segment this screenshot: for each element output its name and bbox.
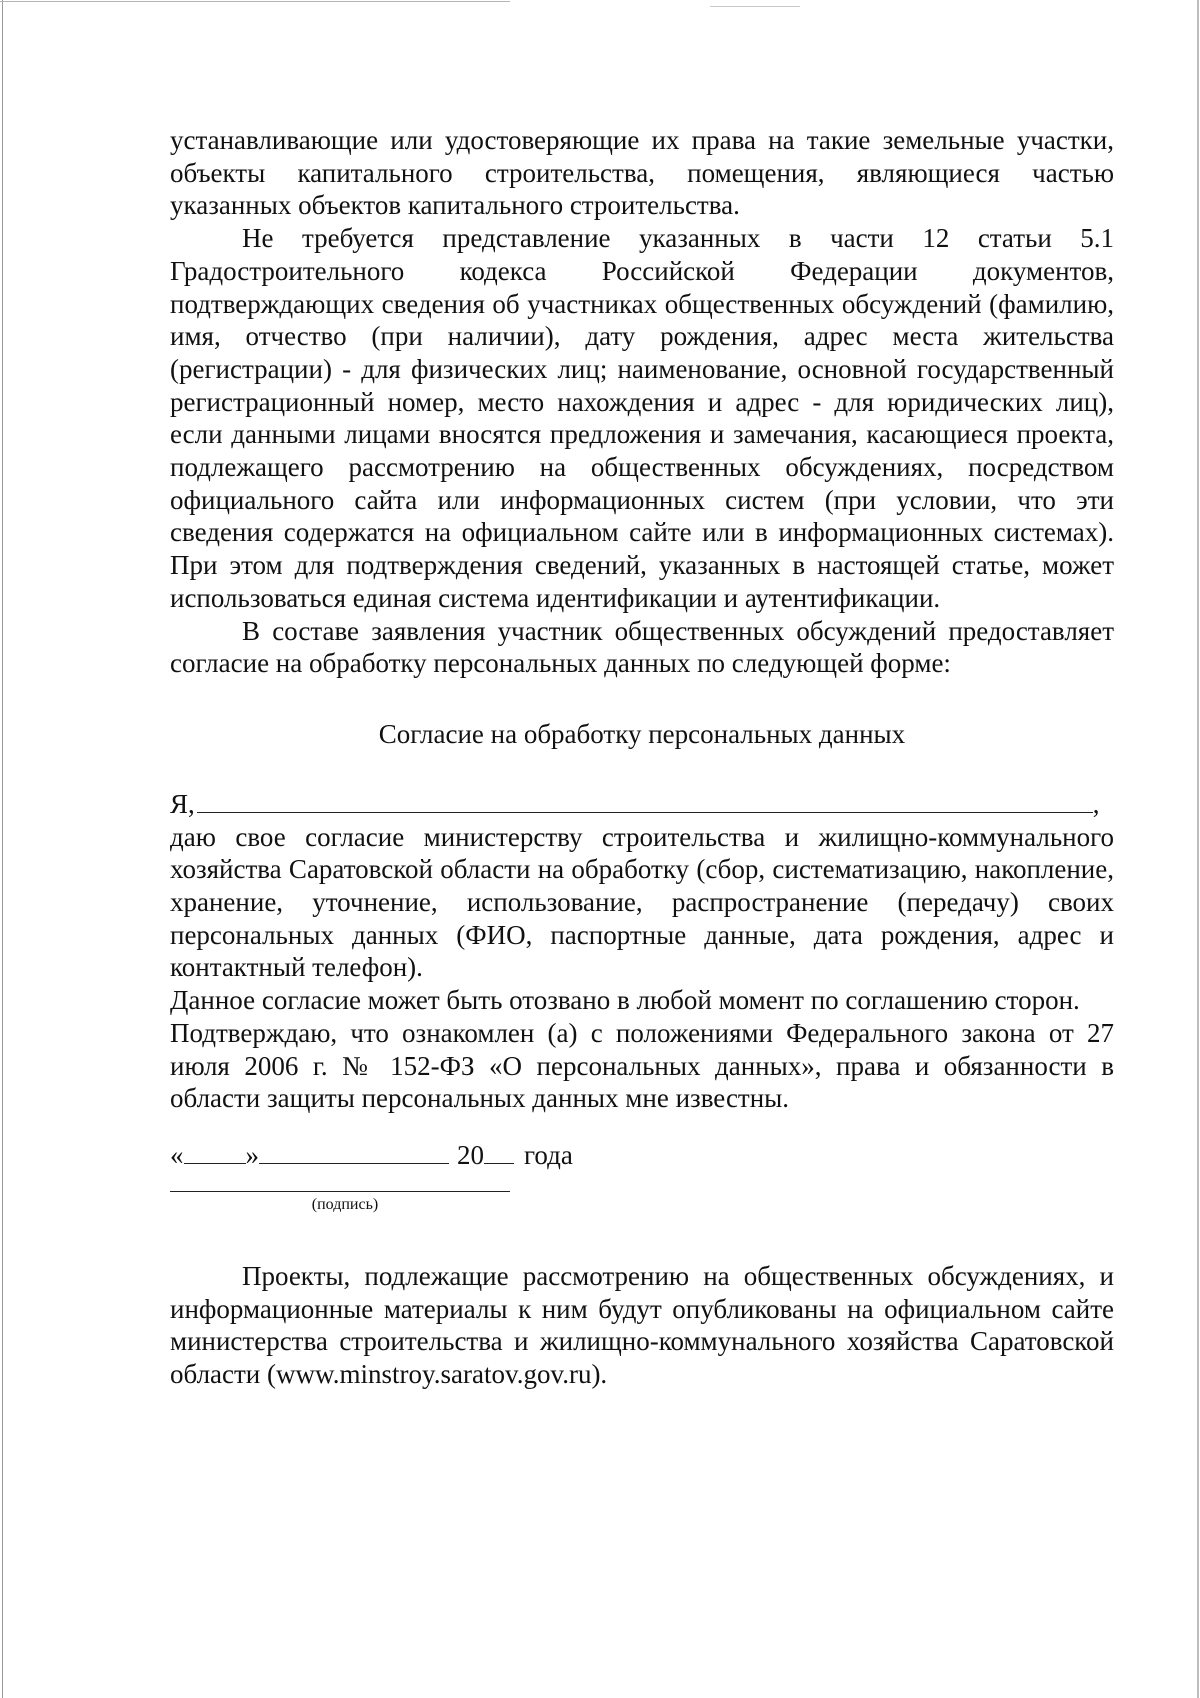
consent-title: Согласие на обработку персональных данных xyxy=(378,718,906,749)
name-fill-line xyxy=(170,788,1114,821)
scan-edge-top xyxy=(0,1,510,2)
name-blank-field[interactable] xyxy=(197,788,1093,813)
signature-block xyxy=(170,1191,510,1216)
date-fill-line xyxy=(170,1139,1114,1171)
date-year-blank[interactable] xyxy=(484,1139,514,1164)
scan-edge-left xyxy=(2,0,3,1698)
consent-confirm: Подтверждаю, что ознакомлен (а) с положениями Федерального закона от 27 июля 2006 г. № 152-ФЗ «О персональных данных», права и обязанности в области защиты персональных данных мне известны. xyxy=(170,1017,1114,1114)
consent-body: даю свое согласие министерству строительства и жилищно-коммунального хозяйства Саратовской области на обработку (сбор, систематизацию, накопление, хранение, уточнение, использование, распространение (передачу) своих персональных данных (ФИО, паспортные данные, дата рождения, адрес и контактный телефон). xyxy=(170,821,1114,983)
ya-prefix: Я, xyxy=(170,788,195,819)
paragraph-final: Проекты, подлежащие рассмотрению на общественных обсуждениях, и информационные материалы к ним будут опубликованы на официальном сайте министерства строительства и жилищно-коммунального хозяйства Саратовской области (www.minstroy.saratov.gov.ru). xyxy=(170,1260,1114,1390)
document-body xyxy=(170,124,1114,1391)
date-year-prefix: 20 xyxy=(457,1139,484,1170)
date-close-quote: » xyxy=(245,1139,259,1170)
ya-suffix: , xyxy=(1092,788,1100,819)
signature-line[interactable] xyxy=(170,1191,510,1192)
scan-edge-top-fragment xyxy=(710,6,800,7)
date-day-blank[interactable] xyxy=(184,1139,246,1164)
date-open-quote: « xyxy=(170,1139,184,1170)
consent-revoke: Данное согласие может быть отозвано в любой момент по соглашению сторон. xyxy=(170,985,1080,1016)
paragraph-not-required: Не требуется представление указанных в части 12 статьи 5.1 Градостроительного кодекса Российской Федерации документов, подтверждающих сведения об участниках общественных обсуждений (фамилию, имя, отчество (при наличии), дату рождения, адрес места жительства (регистрации) - для физических лиц; наименование, основной государственный регистрационный номер, место нахождения и адрес - для юридических лиц), если данными лицами вносятся предложения и замечания, касающиеся проекта, подлежащего рассмотрению на общественных обсуждениях, посредством официального сайта или информационных систем (при условии, что эти сведения содержатся на официальном сайте или в информационных системах). При этом для подтверждения сведений, указанных в настоящей статье, может использоваться единая система идентификации и аутентификации. xyxy=(170,223,1114,613)
scan-edge-right xyxy=(1197,0,1199,1698)
signature-caption: (подпись) xyxy=(311,1195,379,1213)
date-year-suffix: года xyxy=(524,1139,573,1170)
paragraph-consent-intro: В составе заявления участник общественных обсуждений предоставляет согласие на обработку персональных данных по следующей форме: xyxy=(170,615,1114,679)
paragraph-intro: устанавливающие или удостоверяющие их права на такие земельные участки, объекты капитального строительства, помещения, являющиеся частью указанных объектов капитального строительства. xyxy=(170,125,1114,221)
date-month-blank[interactable] xyxy=(259,1139,449,1164)
